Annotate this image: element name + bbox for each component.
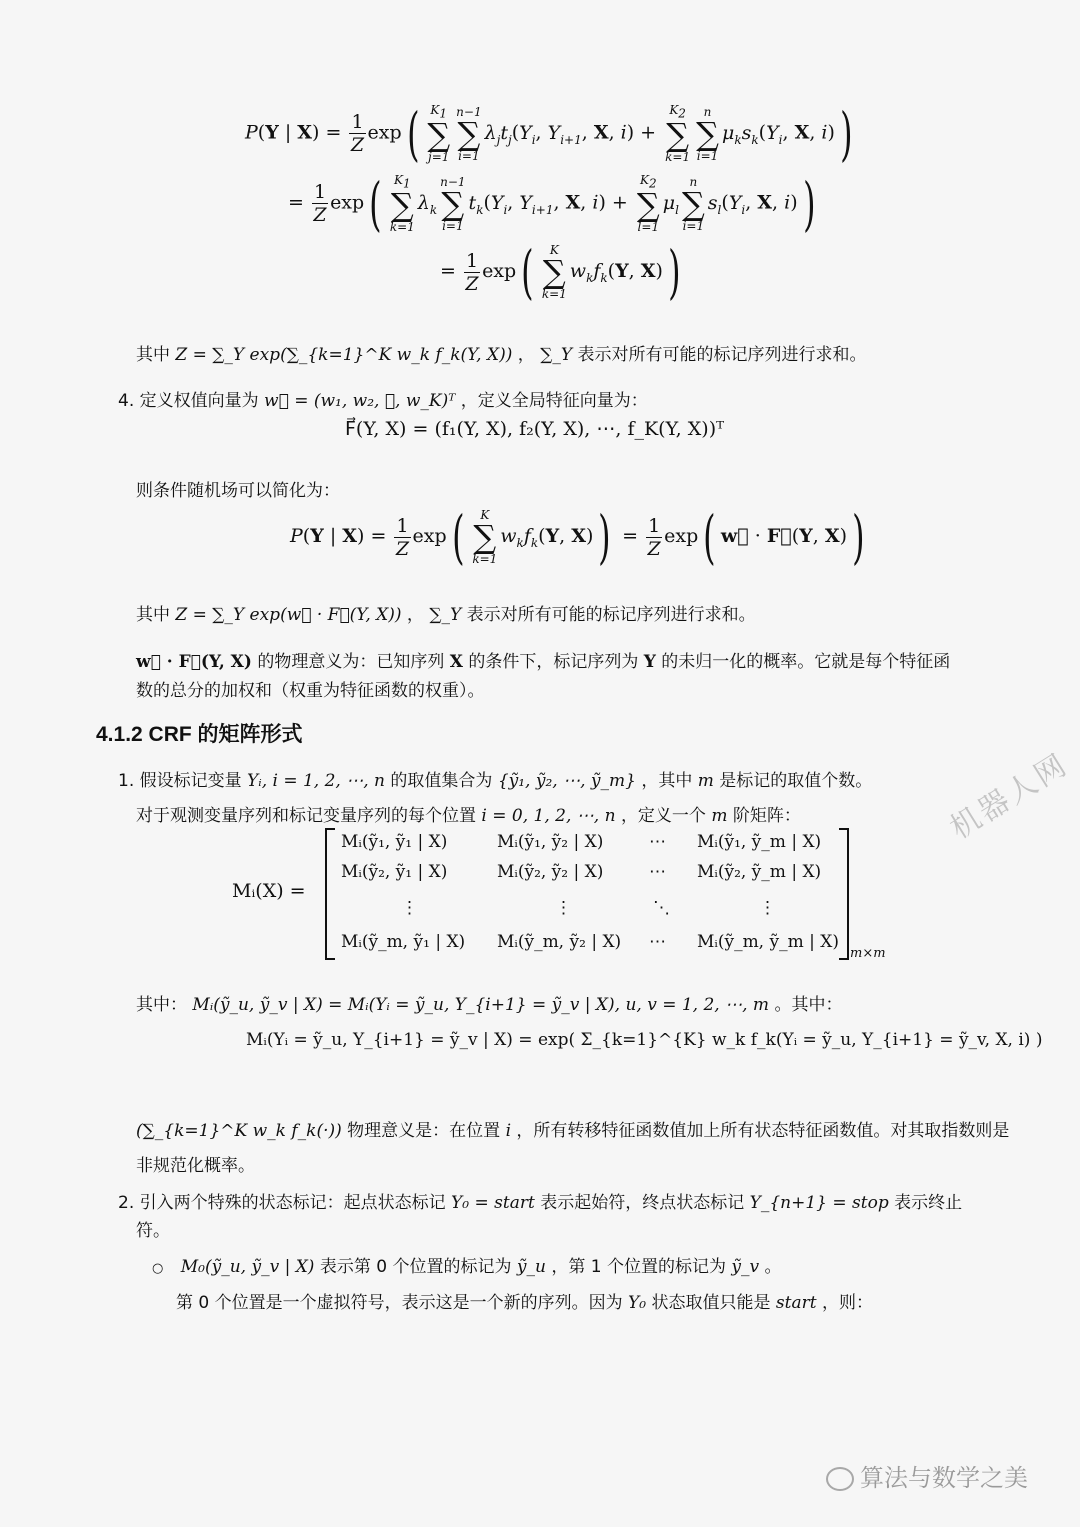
text: 是标记的取值个数。	[719, 771, 873, 791]
sum-over-y: ∑_Y	[540, 345, 573, 365]
matrix-cell: Mᵢ(ỹ₂, ỹ₁ | X)	[341, 862, 448, 882]
list-item-2	[118, 1188, 962, 1213]
sub-bullet-line2	[176, 1288, 873, 1313]
text: ，所有转移特征函数值加上所有状态特征函数值。对其取指数则是	[516, 1121, 1010, 1141]
weight-vector-formula: w⃗ = (w₁, w₂, ⋯, w_K)ᵀ	[264, 391, 456, 411]
meaning-paragraph-line1	[136, 647, 950, 672]
list-item-1	[118, 766, 872, 791]
text: 的取值集合为	[390, 771, 493, 791]
matrix-cell: ⋮	[401, 898, 418, 918]
text: ，则：	[821, 1293, 873, 1313]
text: 引入两个特殊的状态标记：起点状态标记	[139, 1193, 446, 1213]
simplify-paragraph: 则条件随机场可以简化为：	[136, 481, 340, 501]
transition-matrix	[325, 828, 849, 960]
meaning2-line2: 非规范化概率。	[136, 1156, 255, 1176]
z-definition-paragraph-2	[136, 600, 756, 625]
matrix-lhs: Mᵢ(X) =	[232, 880, 306, 902]
matrix-cell: Mᵢ(ỹ_m, ỹ_m | X)	[697, 932, 839, 952]
z-description: 表示对所有可能的标记序列进行求和。	[577, 345, 867, 365]
meaning2-line1	[136, 1116, 1009, 1141]
weighted-feature-formula: w⃗ · F⃗(Y, X)	[136, 652, 252, 672]
math: m	[697, 771, 714, 791]
list-item-1-line2	[136, 801, 801, 826]
crf-probability-equation-line3: = $\frac{1}{Z}$ exp( K ∑ k=1 $w_kf_k(Y$, X))	[440, 238, 681, 306]
matrix-cell: ⋯	[649, 832, 666, 852]
text: 。	[764, 1257, 782, 1277]
text: 表示终止	[894, 1193, 963, 1213]
math: Y₀ = start	[451, 1193, 535, 1213]
sum-over-y: ∑_Y	[429, 605, 462, 625]
text: 表示起始符，终点状态标记	[540, 1193, 745, 1213]
text-prefix: 其中	[136, 345, 170, 365]
math: start	[775, 1293, 817, 1313]
math: ỹ_u	[516, 1257, 546, 1277]
text: 对于观测变量序列和标记变量序列的每个位置	[136, 806, 476, 826]
math: i	[505, 1121, 512, 1141]
math: Y₀	[628, 1293, 647, 1313]
text: 第 0 个位置是一个虚拟符号，表示这是一个新的序列。因为	[176, 1293, 623, 1313]
text: 物理意义是：在位置	[347, 1121, 501, 1141]
sub-bullet-item	[152, 1252, 782, 1277]
list-number: 4.	[118, 391, 135, 411]
matrix-cell: Mᵢ(ỹ₁, ỹ_m | X)	[697, 832, 822, 852]
text: ，定义全局特征向量为：	[460, 391, 648, 411]
matrix-dimension: m×m	[850, 946, 886, 961]
matrix-cell: ⋱	[653, 898, 670, 918]
matrix-cell: Mᵢ(ỹ₂, ỹ₂ | X)	[497, 862, 604, 882]
text: 阶矩阵：	[732, 806, 801, 826]
watermark: 机器人网	[944, 746, 1075, 847]
matrix-element-equation: Mᵢ(Yᵢ = ỹ_u, Y_{i+1} = ỹ_v | X) = exp( Σ_{k=1}^{K} w_k f_k(Yᵢ = ỹ_u, Y_{i+1} = ỹ_v, X, i) )	[246, 1030, 1043, 1050]
text: 的条件下，标记序列为	[468, 652, 639, 672]
global-feature-vector-equation: F⃗(Y, X) = (f₁(Y, X), f₂(Y, X), ⋯, f_K(Y, X))ᵀ	[345, 418, 725, 440]
matrix-cell: Mᵢ(ỹ₁, ỹ₁ | X)	[341, 832, 448, 852]
math-x: X	[449, 652, 463, 672]
matrix-cell: ⋯	[649, 932, 666, 952]
crf-probability-equation-line1: P(Y | X) = $\frac{1}{Z}$ exp( $K_1$ ∑ j=1 n−1 ∑ i=1 $\lambda_jt_j(Y_i$, $Y_{i+1}$, X, i) + $K_2$ ∑ k=1 n ∑ i=1 $\mu_ks_k(Y_i$, X, i))	[245, 99, 853, 168]
list-number: 2.	[118, 1193, 135, 1213]
text: 定义权值向量为	[139, 391, 259, 411]
matrix-cell: Mᵢ(ỹ₂, ỹ_m | X)	[697, 862, 822, 882]
math: ỹ_v	[731, 1257, 760, 1277]
matrix-cell: Mᵢ(ỹ_m, ỹ₂ | X)	[497, 932, 622, 952]
math: M₀(ỹ_u, ỹ_v | X)	[180, 1257, 315, 1277]
wechat-icon	[826, 1467, 854, 1491]
footer-watermark	[826, 1458, 1028, 1493]
comma: ，	[517, 345, 535, 365]
text: 。其中：	[774, 995, 843, 1015]
list-item-2-line2: 符。	[136, 1221, 170, 1241]
meaning-paragraph-line2: 数的总分的加权和（权重为特征函数的权重）。	[136, 681, 485, 701]
matrix-cell: ⋯	[649, 862, 666, 882]
math: Mᵢ(ỹ_u, ỹ_v | X) = Mᵢ(Yᵢ = ỹ_u, Y_{i+1} = ỹ_v | X), u, v = 1, 2, ⋯, m	[192, 995, 770, 1015]
math: (∑_{k=1}^K w_k f_k(·))	[136, 1121, 342, 1141]
text: ，其中	[641, 771, 693, 791]
z-definition-paragraph	[136, 340, 866, 365]
math: m	[711, 806, 728, 826]
list-item-4	[118, 386, 648, 411]
section-heading: 4.1.2 CRF 的矩阵形式	[96, 723, 303, 746]
bullet-icon: ○	[152, 1261, 164, 1276]
simplified-crf-equation: P(Y | X) = $\frac{1}{Z}$ exp( K ∑ k=1 $w_kf_k(Y$, X)) = $\frac{1}{Z}$ exp( w⃗ · F⃗(Y, X))	[290, 503, 865, 571]
z-formula: Z = ∑_Y exp(∑_{k=1}^K w_k f_k(Y, X))	[175, 345, 513, 365]
text: 表示第 0 个位置的标记为	[319, 1257, 512, 1277]
footer-text: 算法与数学之美	[860, 1464, 1028, 1492]
matrix-cell: Mᵢ(ỹ_m, ỹ₁ | X)	[341, 932, 466, 952]
where-paragraph	[136, 990, 842, 1015]
text: ，定义一个	[620, 806, 706, 826]
math: Yᵢ, i = 1, 2, ⋯, n	[247, 771, 385, 791]
z-formula: Z = ∑_Y exp(w⃗ · F⃗(Y, X))	[175, 605, 402, 625]
text: 假设标记变量	[139, 771, 242, 791]
math: i = 0, 1, 2, ⋯, n	[481, 806, 616, 826]
math: Y_{n+1} = stop	[749, 1193, 889, 1213]
text: 的未归一化的概率。它就是每个特征函	[661, 652, 951, 672]
text: 的物理意义为：已知序列	[257, 652, 445, 672]
matrix-cell: ⋮	[555, 898, 572, 918]
text: ，第 1 个位置的标记为	[551, 1257, 726, 1277]
z-description: 表示对所有可能的标记序列进行求和。	[466, 605, 756, 625]
math: {ỹ₁, ỹ₂, ⋯, ỹ_m}	[497, 771, 636, 791]
crf-probability-equation-line2: = $\frac{1}{Z}$ exp( $K_1$ ∑ k=1 $\lambda_k$ n−1 ∑ i=1 $t_k(Y_i$, $Y_{i+1}$, X, i) + $K_2$ ∑ l=1 $\mu_l$ n ∑ i=1 $s_l(Y_i$, X, i))	[288, 169, 816, 238]
text-prefix: 其中	[136, 605, 170, 625]
matrix-cell: Mᵢ(ỹ₁, ỹ₂ | X)	[497, 832, 604, 852]
comma: ，	[406, 605, 424, 625]
math-y: Y	[643, 652, 656, 672]
text: 状态取值只能是	[651, 1293, 771, 1313]
list-number: 1.	[118, 771, 135, 791]
text: 其中：	[136, 995, 187, 1015]
matrix-cell: ⋮	[759, 898, 776, 918]
